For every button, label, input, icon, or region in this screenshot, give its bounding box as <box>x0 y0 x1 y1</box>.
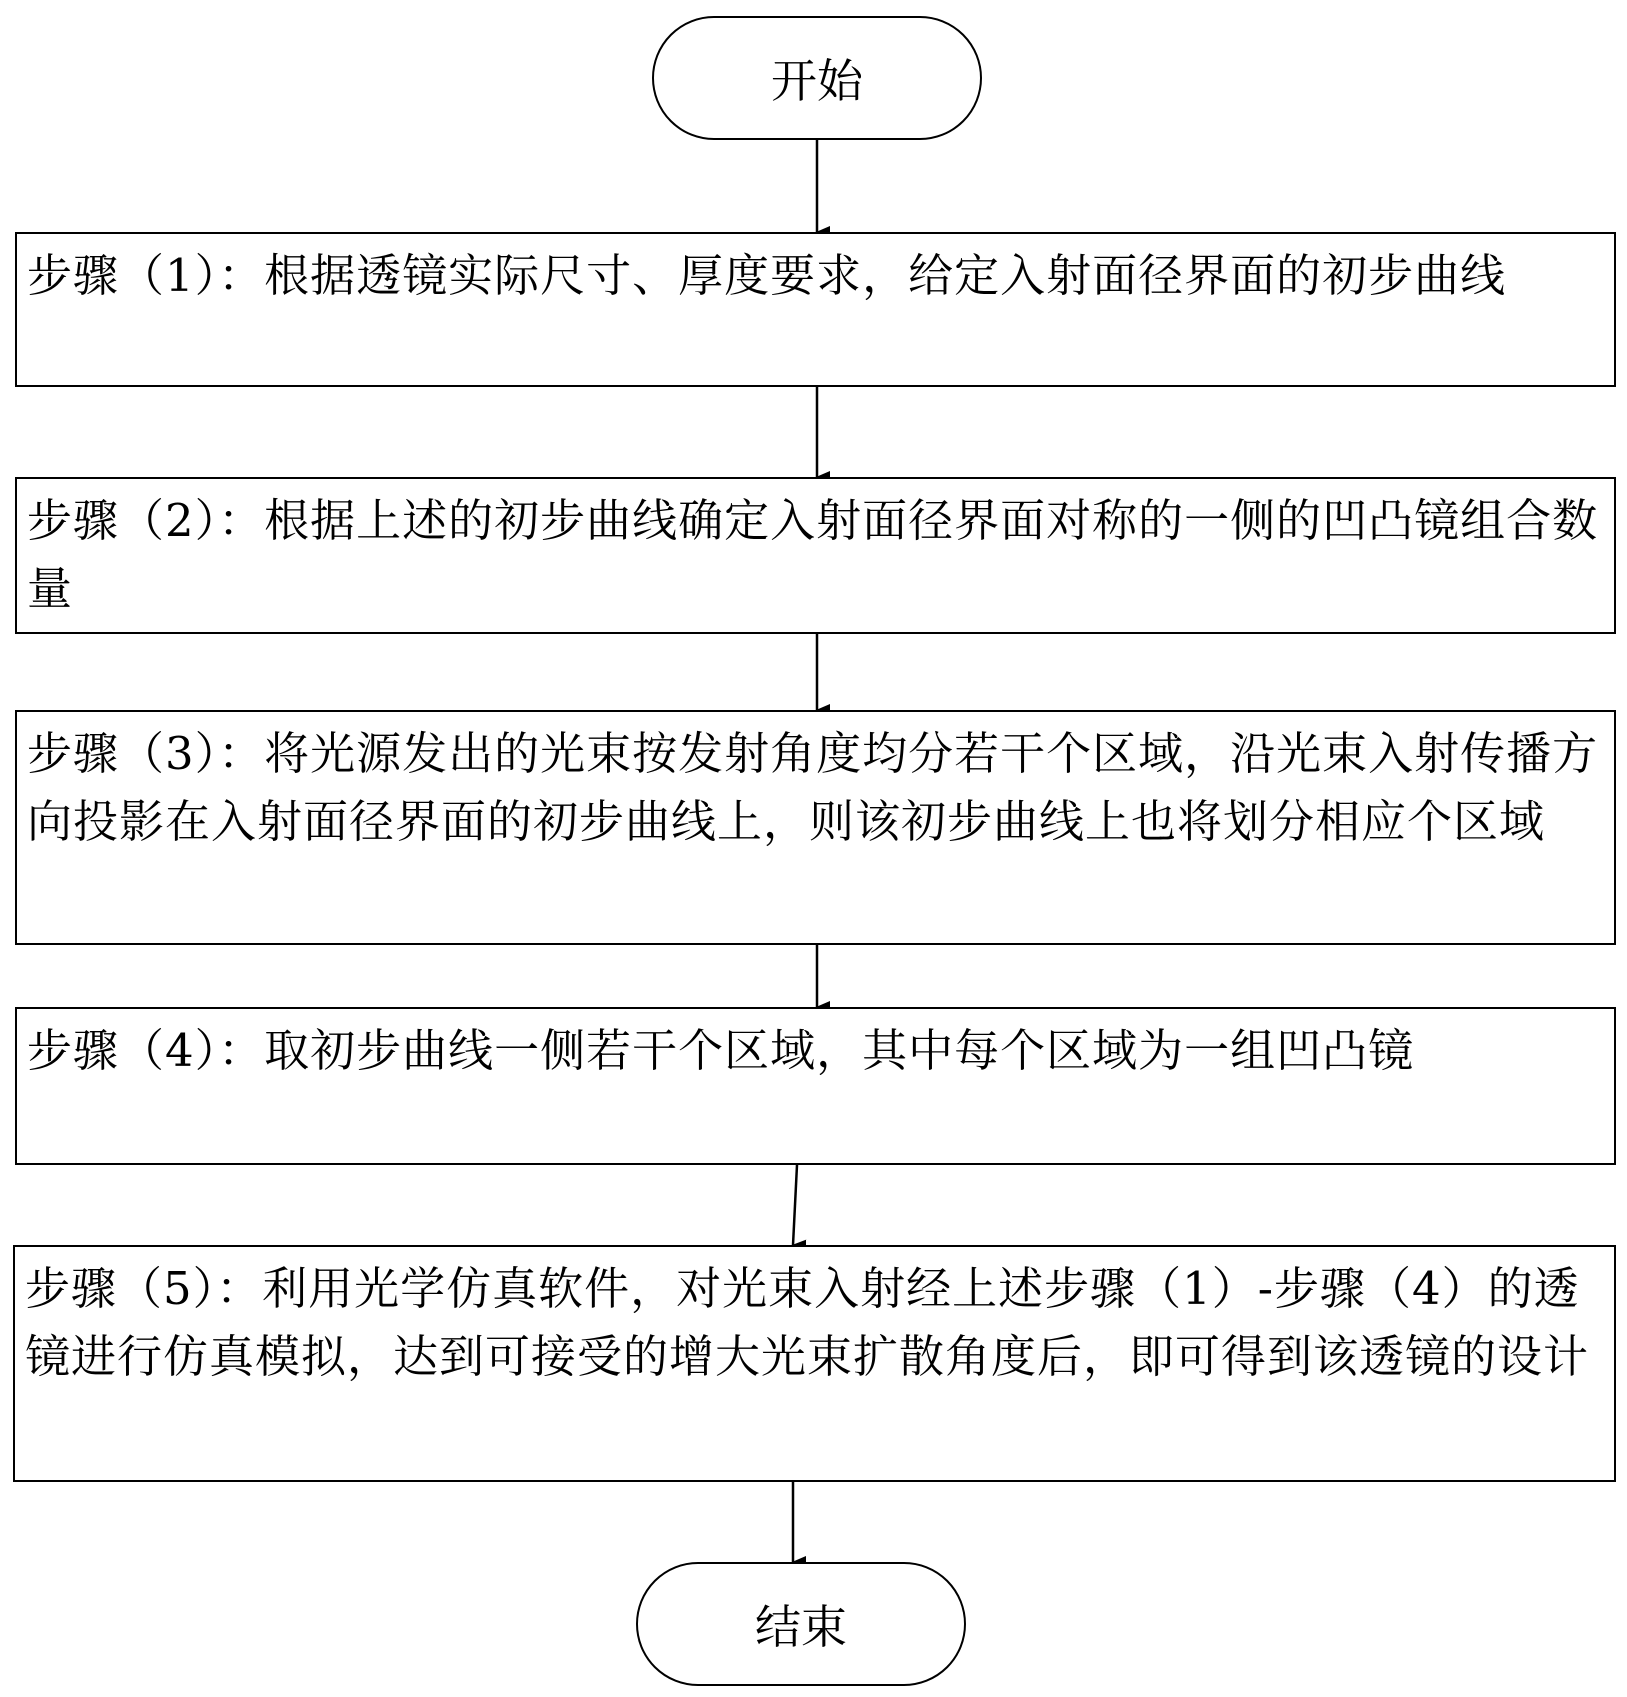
step-4-text: 步骤（4）：取初步曲线一侧若干个区域，其中每个区域为一组凹凸镜 <box>27 1024 1415 1077</box>
step-5-text: 步骤（5）：利用光学仿真软件，对光束入射经上述步骤（1）-步骤（4）的透镜进行仿真模拟，达到可接受的增大光束扩散角度后，即可得到该透镜的设计 <box>25 1262 1590 1383</box>
end-node <box>636 1562 966 1686</box>
start-label: 开始 <box>771 54 863 108</box>
step-2-box <box>15 477 1616 634</box>
step-1-box <box>15 232 1616 387</box>
end-label: 结束 <box>755 1600 847 1654</box>
step-1-text: 步骤（1）：根据透镜实际尺寸、厚度要求，给定入射面径界面的初步曲线 <box>27 249 1507 302</box>
step-4-box <box>15 1007 1616 1165</box>
start-node <box>652 16 982 140</box>
arrow-step-4-to-step-5 <box>793 1165 797 1245</box>
step-5-box <box>13 1245 1616 1482</box>
step-3-text: 步骤（3）：将光源发出的光束按发射角度均分若干个区域，沿光束入射传播方向投影在入射面径界面的初步曲线上，则该初步曲线上也将划分相应个区域 <box>27 727 1599 848</box>
step-2-text: 步骤（2）：根据上述的初步曲线确定入射面径界面对称的一侧的凹凸镜组合数量 <box>27 494 1599 615</box>
step-3-box <box>15 710 1616 945</box>
